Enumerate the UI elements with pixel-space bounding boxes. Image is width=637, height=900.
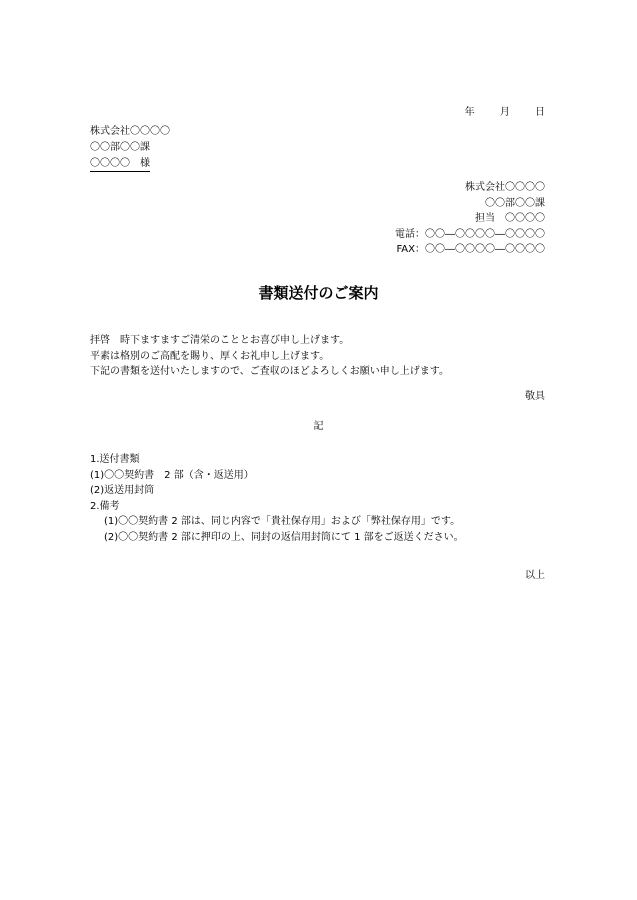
- sender-department: 〇〇部〇〇課: [485, 197, 545, 209]
- note-item-1: (1)〇〇契約書 2 部は、同じ内容で「貴社保存用」および「弊社保存用」です。: [104, 516, 461, 527]
- recipient-department: 〇〇部〇〇課: [90, 142, 150, 153]
- sender-phone: 電話：〇〇―〇〇〇〇―〇〇〇〇: [395, 228, 545, 240]
- date-month: 月: [499, 107, 510, 118]
- sender-fax: FAX：〇〇―〇〇〇〇―〇〇〇〇: [396, 244, 545, 255]
- list-item-envelope: (2)返送用封筒: [90, 485, 155, 496]
- recipient-name: 〇〇〇〇 様: [90, 158, 150, 172]
- item-list: [90, 452, 464, 545]
- date-day: 日: [535, 107, 545, 118]
- ki-heading: 記: [313, 421, 324, 432]
- body-line-1: 拝啓 時下ますますご清栄のこととお喜び申し上げます。: [90, 335, 350, 346]
- list-heading-documents: 1.送付書類: [90, 454, 140, 465]
- recipient-company: 株式会社〇〇〇〇: [90, 126, 170, 137]
- closing-keigu: 敬具: [525, 391, 545, 402]
- recipient-block: [90, 124, 170, 172]
- body-text: [90, 333, 449, 380]
- date-line: [459, 108, 545, 118]
- sender-company: 株式会社〇〇〇〇: [465, 182, 545, 193]
- body-line-2: 平素は格別のご高配を賜り、厚くお礼申し上げます。: [90, 350, 330, 362]
- list-heading-notes: 2.備考: [90, 500, 120, 512]
- document-title: 書類送付のご案内: [258, 284, 379, 302]
- sender-contact: 担当 〇〇〇〇: [475, 213, 545, 224]
- body-line-3: 下記の書類を送付いたしますので、ご査収のほどよろしくお願い申し上げます。: [90, 366, 449, 377]
- date-year: 年: [464, 107, 475, 118]
- note-item-2: (2)〇〇契約書 2 部に押印の上、同封の返信用封筒にて 1 部をご返送ください。: [104, 531, 464, 543]
- sender-block: [395, 180, 545, 258]
- end-ijou: 以上: [525, 570, 545, 581]
- list-item-contract: (1)〇〇契約書 2 部（含・返送用）: [90, 469, 254, 481]
